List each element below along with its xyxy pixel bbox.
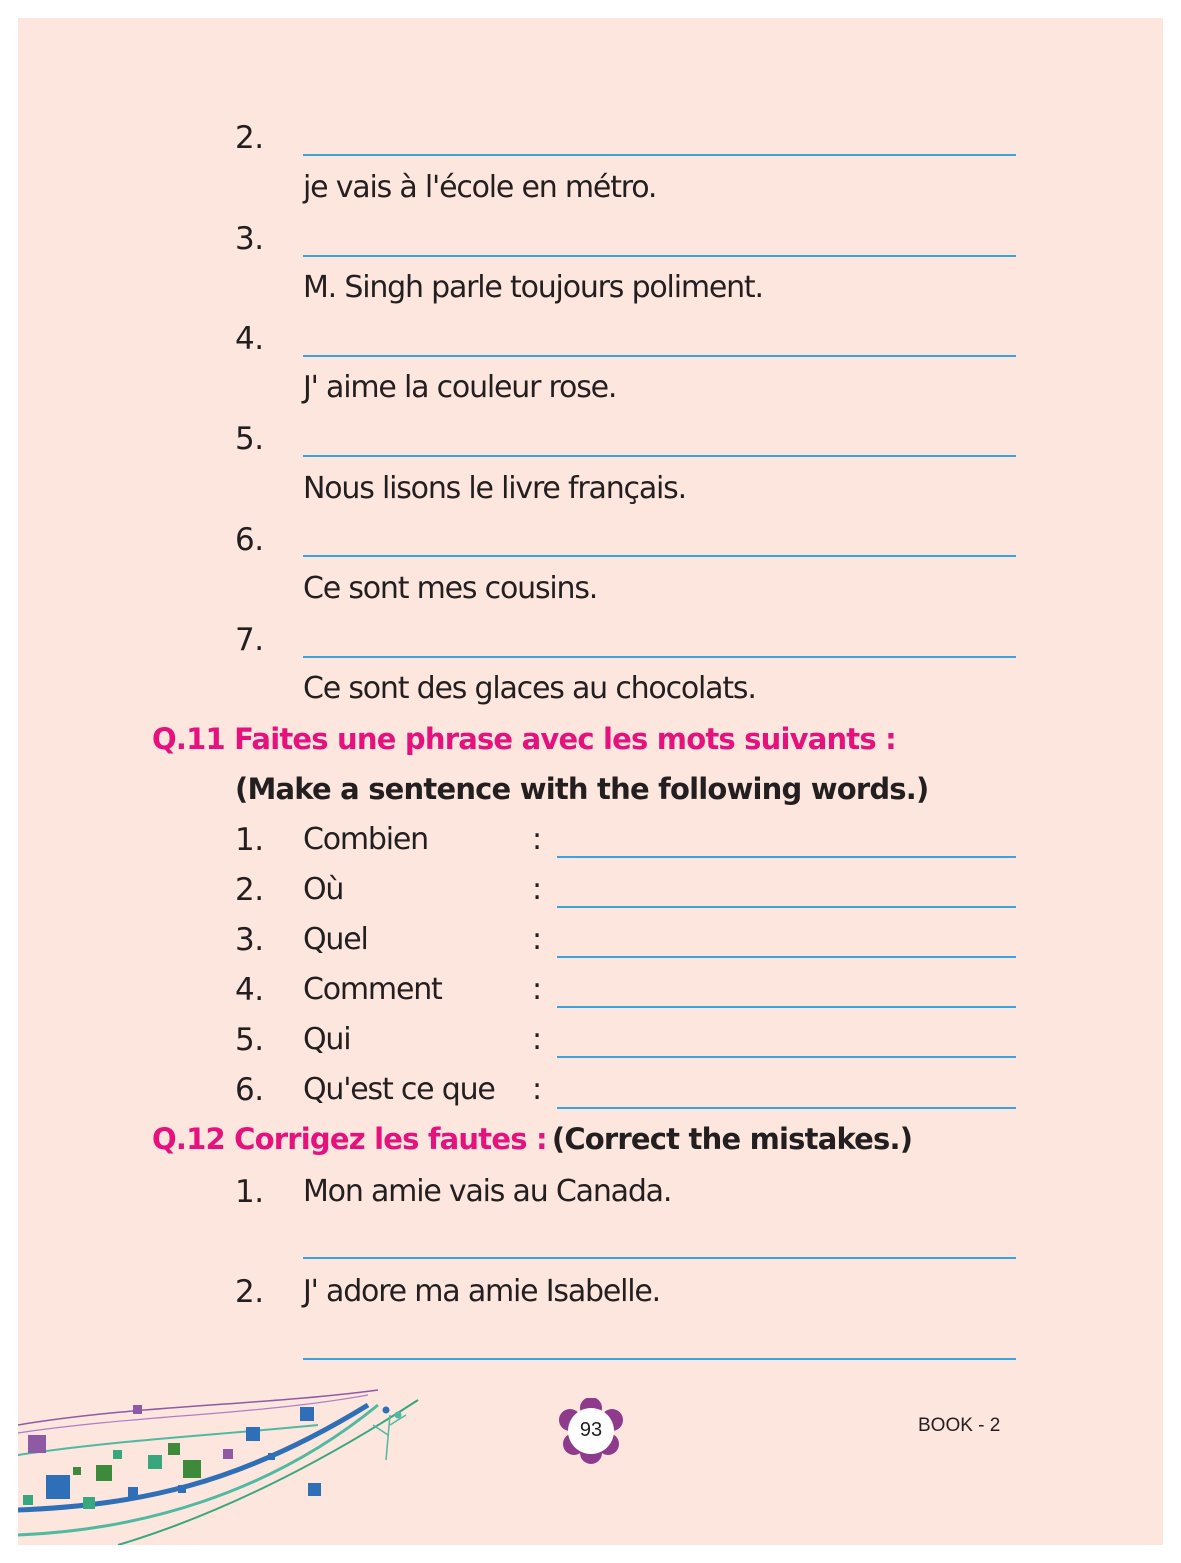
item-number: 4.	[235, 321, 264, 357]
word-label: Comment	[303, 972, 442, 1007]
sentence-text: J' aime la couleur rose.	[303, 370, 617, 405]
decorative-swoosh-icon	[18, 1385, 438, 1545]
item-number: 3.	[235, 221, 264, 257]
item-number: 5.	[235, 1022, 264, 1058]
sentence-text: Ce sont des glaces au chocolats.	[303, 671, 756, 706]
item-number: 5.	[235, 421, 264, 457]
answer-line[interactable]	[303, 355, 1016, 357]
answer-line[interactable]	[303, 1257, 1016, 1259]
q11-subtitle: (Make a sentence with the following words.)	[235, 772, 929, 806]
answer-line[interactable]	[557, 906, 1016, 908]
answer-line[interactable]	[303, 656, 1016, 658]
item-number: 4.	[235, 972, 264, 1008]
colon: :	[532, 922, 543, 957]
item-number: 1.	[235, 1174, 264, 1210]
page-number-badge	[556, 1398, 626, 1464]
word-label: Quel	[303, 922, 368, 957]
answer-line[interactable]	[557, 856, 1016, 858]
q12-subtitle: (Correct the mistakes.)	[551, 1122, 913, 1156]
colon: :	[532, 822, 543, 857]
answer-line[interactable]	[303, 255, 1016, 257]
answer-line[interactable]	[303, 555, 1016, 557]
colon: :	[532, 872, 543, 907]
item-number: 1.	[235, 822, 264, 858]
word-label: Qu'est ce que	[303, 1072, 495, 1107]
q11-heading: Q.11 Faites une phrase avec les mots suivants :	[152, 722, 896, 756]
q12-heading-row	[152, 1122, 912, 1156]
answer-line[interactable]	[557, 956, 1016, 958]
item-number: 6.	[235, 522, 264, 558]
colon: :	[532, 1072, 543, 1107]
answer-line[interactable]	[303, 154, 1016, 156]
answer-line[interactable]	[557, 1107, 1016, 1109]
sentence-text: Nous lisons le livre français.	[303, 471, 686, 506]
answer-line[interactable]	[303, 1358, 1016, 1360]
sentence-text: Ce sont mes cousins.	[303, 571, 598, 606]
incorrect-sentence: J' adore ma amie Isabelle.	[303, 1274, 660, 1309]
item-number: 6.	[235, 1072, 264, 1108]
answer-line[interactable]	[303, 455, 1016, 457]
colon: :	[532, 1022, 543, 1057]
page-number: 93	[579, 1419, 603, 1441]
word-label: Combien	[303, 822, 428, 857]
colon: :	[532, 972, 543, 1007]
sentence-text: M. Singh parle toujours poliment.	[303, 270, 763, 305]
answer-line[interactable]	[557, 1006, 1016, 1008]
sentence-text: je vais à l'école en métro.	[303, 170, 657, 205]
item-number: 7.	[235, 622, 264, 658]
item-number: 2.	[235, 872, 264, 908]
incorrect-sentence: Mon amie vais au Canada.	[303, 1174, 672, 1209]
item-number: 3.	[235, 922, 264, 958]
word-label: Qui	[303, 1022, 351, 1057]
word-label: Où	[303, 872, 344, 907]
item-number: 2.	[235, 1274, 264, 1310]
book-label: BOOK - 2	[918, 1415, 1001, 1436]
q12-heading: Q.12 Corrigez les fautes :	[152, 1122, 547, 1156]
item-number: 2.	[235, 120, 264, 156]
answer-line[interactable]	[557, 1056, 1016, 1058]
